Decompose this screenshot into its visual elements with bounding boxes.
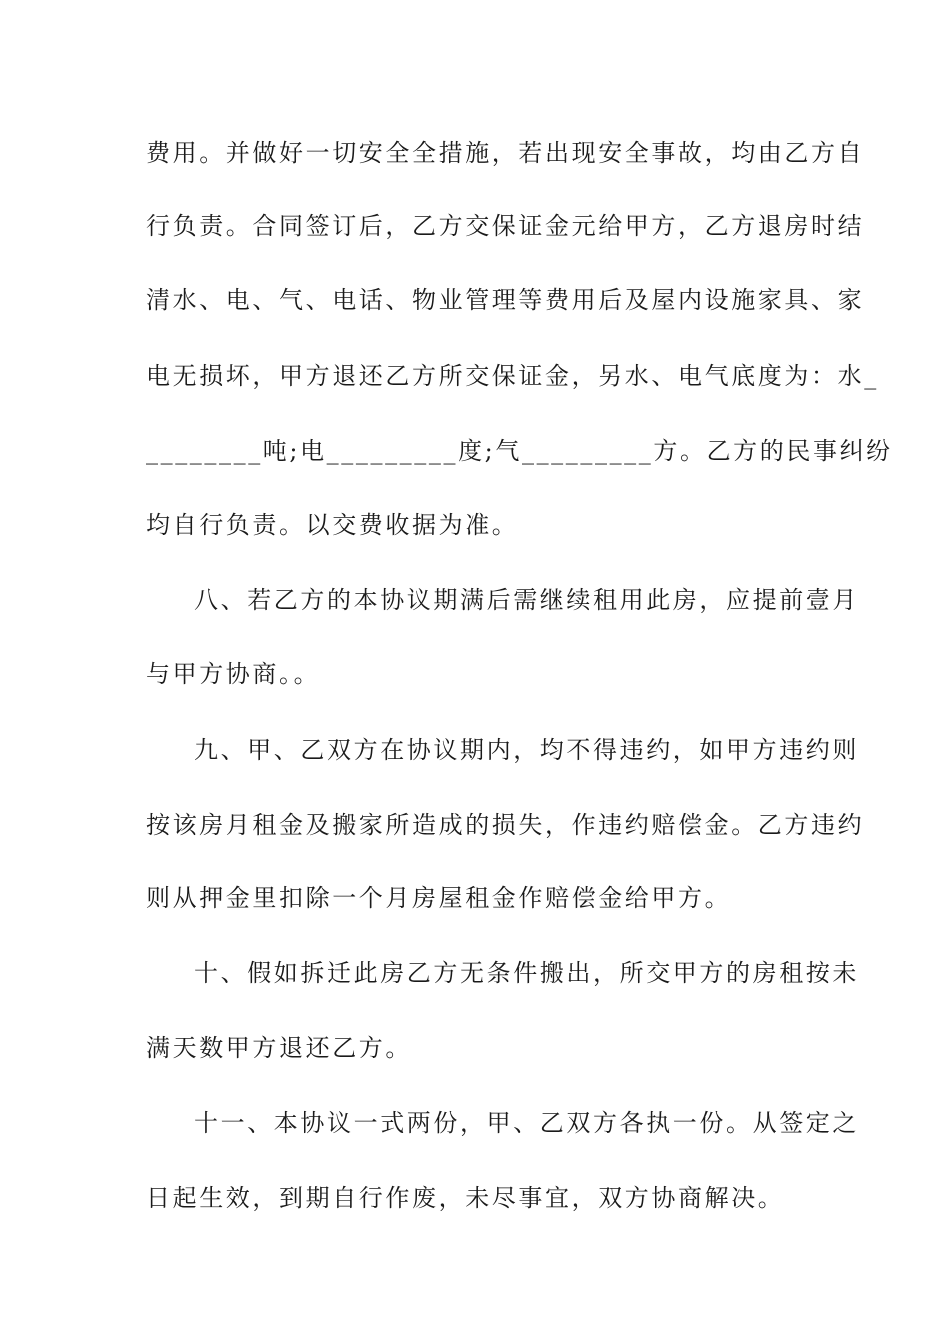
paragraph-eleven-start: 十一、本协议一式两份，甲、乙双方各执一份。从签定之 bbox=[194, 1109, 859, 1137]
text-line: 满天数甲方退还乙方。 bbox=[146, 1034, 412, 1062]
paragraph-nine-start: 九、甲、乙双方在协议期内，均不得违约，如甲方违约则 bbox=[194, 736, 859, 764]
text-line: 费用。并做好一切安全全措施，若出现安全事故，均由乙方自 bbox=[146, 139, 865, 167]
paragraph-ten-start: 十、假如拆迁此房乙方无条件搬出，所交甲方的房租按未 bbox=[194, 959, 859, 987]
text-line: 均自行负责。以交费收据为准。 bbox=[146, 511, 519, 539]
text-line: 与甲方协商。。 bbox=[146, 660, 321, 688]
text-line: 则从押金里扣除一个月房屋租金作赔偿金给甲方。 bbox=[146, 884, 732, 912]
text-line: 日起生效，到期自行作废，未尽事宜，双方协商解决。 bbox=[146, 1184, 785, 1212]
text-line: 清水、电、气、电话、物业管理等费用后及屋内设施家具、家 bbox=[146, 286, 865, 314]
text-line: 行负责。合同签订后，乙方交保证金元给甲方，乙方退房时结 bbox=[146, 212, 865, 240]
text-line: 按该房月租金及搬家所造成的损失，作违约赔偿金。乙方违约 bbox=[146, 811, 865, 839]
text-line: ________吨;电_________度;气_________方。乙方的民事纠纷 bbox=[146, 437, 893, 465]
paragraph-eight-start: 八、若乙方的本协议期满后需继续租用此房，应提前壹月 bbox=[194, 586, 859, 614]
text-line: 电无损坏，甲方退还乙方所交保证金，另水、电气底度为：水_ bbox=[146, 362, 879, 390]
